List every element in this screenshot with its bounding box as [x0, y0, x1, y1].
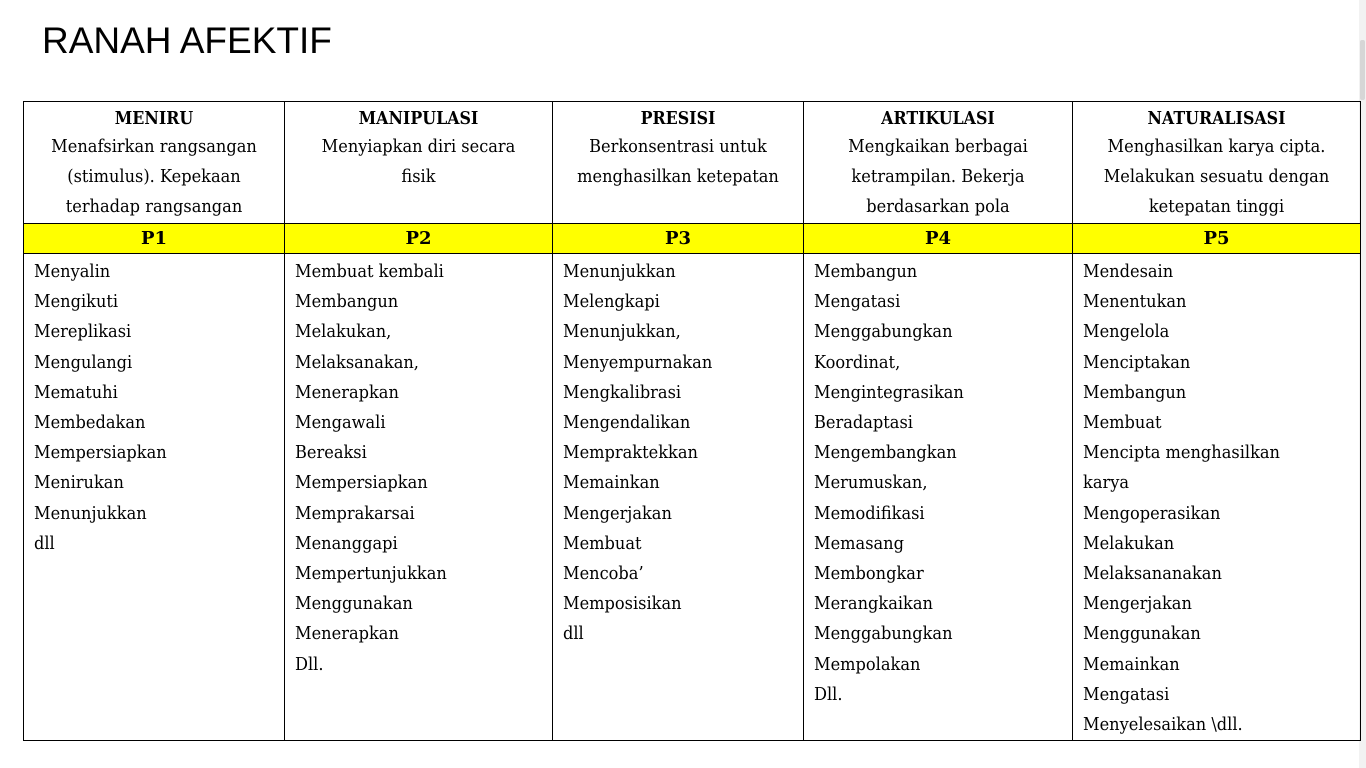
column-name: MANIPULASI — [358, 108, 479, 129]
verb-item: Mendesain — [1083, 261, 1174, 282]
verb-item: Merangkaikan — [814, 593, 933, 615]
verb-item: Dll. — [295, 653, 324, 675]
verb-item: Membuat — [563, 532, 642, 554]
table-header-row — [24, 102, 1361, 224]
verb-item: dll — [34, 532, 55, 554]
column-description: Mengkaikan berbagai ketrampilan. Bekerja berdasarkan pola — [848, 136, 1028, 217]
verb-item: Bereaksi — [295, 442, 367, 464]
verb-item: Mempersiapkan — [295, 472, 428, 494]
verb-item: Menentukan — [1083, 291, 1187, 313]
verb-list — [34, 257, 284, 559]
scrollbar-thumb[interactable] — [1360, 40, 1365, 100]
level-cell: P5 — [1073, 224, 1361, 254]
verb-item: Melaksananakan — [1083, 563, 1222, 585]
column-description: Berkonsentrasi untuk menghasilkan ketepatan — [577, 136, 779, 187]
verb-item: Membedakan — [34, 412, 146, 434]
verb-cell-p1 — [24, 254, 285, 741]
column-description: Menyiapkan diri secara fisik — [321, 136, 516, 187]
level-cell: P4 — [804, 224, 1073, 254]
verb-item: Mematuhi — [34, 381, 118, 403]
column-name: NATURALISASI — [1147, 108, 1286, 129]
verb-item: Beradaptasi — [814, 412, 913, 434]
verb-item: Menyalin — [34, 261, 111, 282]
verb-item: Membangun — [814, 261, 918, 282]
verb-item: Mengkalibrasi — [563, 381, 682, 403]
verb-item: Menunjukkan — [563, 261, 676, 282]
verb-item: Membuat — [1083, 412, 1162, 434]
verb-item: Membongkar — [814, 563, 924, 585]
verb-item: Menggunakan — [1083, 623, 1201, 645]
level-cell: P1 — [24, 224, 285, 254]
verb-list — [563, 257, 803, 650]
verb-item: Mencipta menghasilkan karya — [1083, 442, 1280, 494]
verb-item: Mengerjakan — [1083, 593, 1192, 615]
verb-item: Mempolakan — [814, 653, 921, 675]
verb-list — [295, 257, 552, 680]
verb-item: Menunjukkan, — [563, 321, 681, 343]
verb-item: Mengembangkan — [814, 442, 957, 464]
verb-item: Mencoba’ — [563, 563, 644, 585]
verb-item: Membangun — [1083, 381, 1187, 403]
verb-cell-p2 — [285, 254, 553, 741]
verb-list — [1083, 257, 1360, 740]
verb-item: Melengkapi — [563, 291, 660, 313]
verb-item: Mengatasi — [1083, 683, 1170, 705]
verb-list-row — [24, 254, 1361, 741]
verb-item: Mengawali — [295, 412, 386, 434]
column-name: MENIRU — [114, 108, 194, 129]
header-cell-p5 — [1073, 102, 1361, 224]
verb-item: Mengerjakan — [563, 502, 672, 524]
verb-item: Menggunakan — [295, 593, 413, 615]
verb-item: Memodifikasi — [814, 502, 925, 524]
verb-item: Melakukan, — [295, 321, 392, 343]
header-cell-p1 — [24, 102, 285, 224]
header-cell-p4 — [804, 102, 1073, 224]
psychomotor-levels-table — [23, 101, 1361, 741]
column-description: Menafsirkan rangsangan (stimulus). Kepekaan terhadap rangsangan — [51, 136, 257, 217]
verb-item: Mengintegrasikan — [814, 381, 964, 403]
column-name: ARTIKULASI — [881, 108, 995, 129]
verb-item: Koordinat, — [814, 351, 901, 373]
verb-item: Mengikuti — [34, 291, 119, 313]
verb-item: Memainkan — [1083, 653, 1180, 675]
verb-item: Melakukan — [1083, 532, 1175, 554]
verb-item: Menggabungkan — [814, 623, 953, 645]
verb-item: Melaksanakan, — [295, 351, 419, 373]
verb-item: Mengatasi — [814, 291, 901, 313]
verb-item: Membuat kembali — [295, 261, 444, 282]
verb-item: Menerapkan — [295, 623, 399, 645]
verb-item: Mereplikasi — [34, 321, 132, 343]
verb-item: Dll. — [814, 683, 843, 705]
verb-item: Menunjukkan — [34, 502, 147, 524]
header-cell-p3 — [553, 102, 804, 224]
verb-item: Menyelesaikan \dll. — [1083, 714, 1243, 736]
verb-item: Memposisikan — [563, 593, 682, 615]
verb-item: Membangun — [295, 291, 399, 313]
level-row — [24, 224, 1361, 254]
verb-cell-p4 — [804, 254, 1073, 741]
slide-title: RANAH AFEKTIF — [42, 20, 332, 61]
column-description: Menghasilkan karya cipta. Melakukan sesuatu dengan ketepatan tinggi — [1103, 136, 1330, 217]
column-name: PRESISI — [640, 108, 716, 129]
header-cell-p2 — [285, 102, 553, 224]
verb-item: dll — [563, 623, 584, 645]
level-cell: P3 — [553, 224, 804, 254]
verb-item: Mengendalikan — [563, 412, 691, 434]
verb-item: Menirukan — [34, 472, 124, 494]
verb-item: Mempraktekkan — [563, 442, 698, 464]
verb-item: Merumuskan, — [814, 472, 928, 494]
verb-item: Mempersiapkan — [34, 442, 167, 464]
verb-item: Memprakarsai — [295, 502, 415, 524]
verb-item: Memainkan — [563, 472, 660, 494]
verb-item: Menanggapi — [295, 532, 398, 554]
verb-cell-p5 — [1073, 254, 1361, 741]
verb-item: Mengelola — [1083, 321, 1170, 343]
verb-item: Menciptakan — [1083, 351, 1191, 373]
verb-item: Menyempurnakan — [563, 351, 713, 373]
level-cell: P2 — [285, 224, 553, 254]
verb-item: Mempertunjukkan — [295, 563, 447, 585]
verb-list — [814, 257, 1072, 710]
verb-cell-p3 — [553, 254, 804, 741]
verb-item: Mengoperasikan — [1083, 502, 1221, 524]
verb-item: Menerapkan — [295, 381, 399, 403]
verb-item: Memasang — [814, 532, 904, 554]
verb-item: Menggabungkan — [814, 321, 953, 343]
verb-item: Mengulangi — [34, 351, 133, 373]
